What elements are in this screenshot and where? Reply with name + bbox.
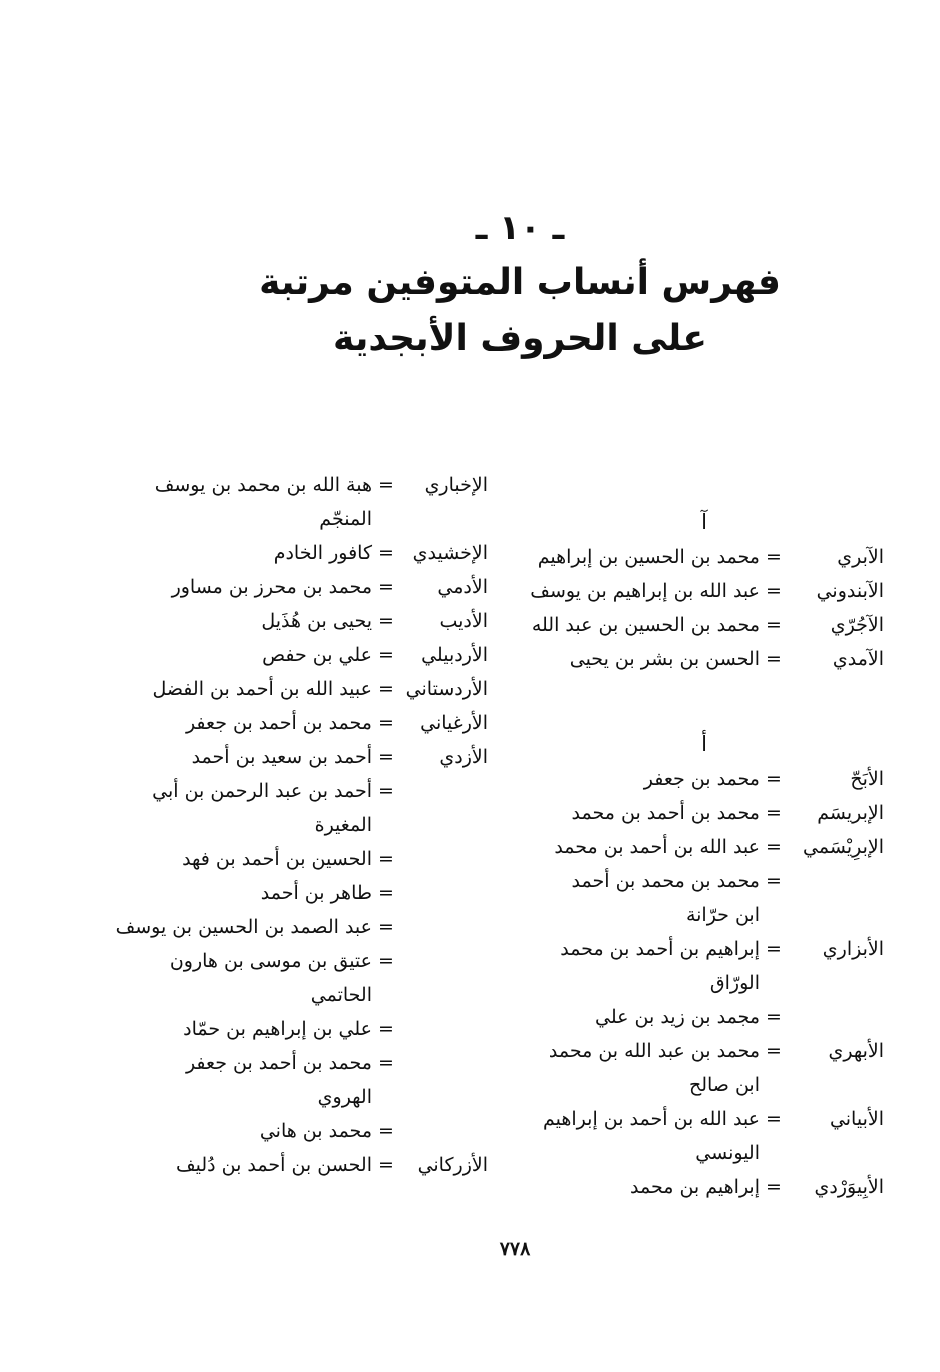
- equals-sign: =: [378, 882, 394, 904]
- equals-sign: =: [378, 780, 394, 802]
- nisba: الإبرِيْسَمي: [803, 836, 884, 858]
- index-entry: [128, 706, 488, 740]
- equals-sign: =: [378, 712, 394, 734]
- index-entry: [128, 672, 488, 706]
- nisba: الآمدي: [832, 648, 884, 670]
- index-entry: [128, 944, 488, 978]
- index-entry: [128, 638, 488, 672]
- index-entry: [115, 910, 488, 944]
- person-name: محمد بن عبد الله بن محمد: [548, 1040, 760, 1062]
- page-number: ٧٧٨: [499, 1238, 531, 1260]
- nisba: الإبريسَم: [817, 802, 884, 824]
- person-name: الحسين بن أحمد بن فهد: [182, 848, 372, 870]
- index-entry: [484, 642, 884, 676]
- person-name: إبراهيم بن محمد: [630, 1176, 760, 1198]
- name-continuation: اليونسي: [695, 1142, 760, 1164]
- equals-sign: =: [378, 746, 394, 768]
- index-entry: [484, 608, 884, 642]
- index-entry: [128, 1148, 488, 1182]
- name-continuation: الورّاق: [709, 972, 760, 994]
- index-entry: [128, 876, 488, 910]
- nisba: الأبياني: [829, 1108, 884, 1130]
- equals-sign: =: [378, 644, 394, 666]
- person-name: يحيى بن هُذَيل: [261, 610, 372, 632]
- name-continuation: ابن حرّانة: [685, 904, 760, 926]
- equals-sign: =: [766, 836, 782, 858]
- person-name: إبراهيم بن أحمد بن محمد: [560, 938, 760, 960]
- name-continuation: المغيرة: [314, 814, 372, 836]
- person-name: عبيد الله بن أحمد بن الفضل: [152, 678, 372, 700]
- equals-sign: =: [378, 950, 394, 972]
- person-name: عبد الله بن أحمد بن إبراهيم: [543, 1108, 760, 1130]
- index-title-line-2: على الحروف الأبجدية: [333, 318, 707, 359]
- equals-sign: =: [766, 1040, 782, 1062]
- index-entry: [128, 468, 488, 502]
- index-entry: [484, 762, 884, 796]
- index-entry: [484, 830, 884, 864]
- person-name: محمد بن أحمد بن محمد: [571, 802, 760, 824]
- nisba: الأزركاني: [417, 1154, 488, 1176]
- equals-sign: =: [766, 614, 782, 636]
- person-name: محمد بن جعفر: [643, 768, 760, 790]
- person-name: علي بن إبراهيم بن حمّاد: [183, 1018, 372, 1040]
- person-name: الحسن بن أحمد بن دُليف: [175, 1154, 372, 1176]
- nisba: الإخباري: [424, 474, 488, 496]
- name-continuation: المنجّم: [319, 508, 372, 530]
- index-entry: [128, 842, 488, 876]
- person-name: أحمد بن سعيد بن أحمد: [191, 746, 372, 768]
- person-name: محمد بن هاني: [259, 1120, 372, 1142]
- index-entry: [128, 740, 488, 774]
- equals-sign: =: [378, 1052, 394, 1074]
- person-name: طاهر بن أحمد: [260, 882, 372, 904]
- equals-sign: =: [378, 678, 394, 700]
- equals-sign: =: [378, 1120, 394, 1142]
- person-name: محمد بن الحسين بن إبراهيم: [537, 546, 760, 568]
- person-name: محمد بن أحمد بن جعفر: [185, 712, 372, 734]
- index-entry: [128, 1046, 488, 1080]
- equals-sign: =: [378, 542, 394, 564]
- person-name: مجمد بن زيد بن علي: [595, 1006, 760, 1028]
- person-name: عبد الله بن أحمد بن محمد: [554, 836, 760, 858]
- section-entries: [484, 762, 884, 1204]
- equals-sign: =: [766, 1006, 782, 1028]
- index-entry: [484, 1102, 884, 1136]
- index-entry: [128, 570, 488, 604]
- equals-sign: =: [766, 648, 782, 670]
- nisba: الأديب: [439, 610, 488, 632]
- person-name: علي بن حفص: [262, 644, 372, 666]
- index-entry: [128, 1114, 488, 1148]
- index-entry: [484, 932, 884, 966]
- nisba: الآبري: [837, 546, 884, 568]
- person-name: محمد بن محمد بن أحمد: [571, 870, 760, 892]
- nisba: الأرغياني: [420, 712, 488, 734]
- equals-sign: =: [378, 474, 394, 496]
- section-letter: آ: [701, 510, 707, 534]
- index-entry: [484, 1034, 884, 1068]
- equals-sign: =: [766, 768, 782, 790]
- index-entry: [484, 796, 884, 830]
- index-entry: [128, 774, 488, 808]
- index-entry: [484, 864, 884, 898]
- name-continuation: الحاتمي: [310, 984, 372, 1006]
- equals-sign: =: [766, 802, 782, 824]
- chapter-number: ـ ١٠ ـ: [475, 208, 565, 248]
- nisba: الآبندوني: [816, 580, 884, 602]
- equals-sign: =: [378, 1018, 394, 1040]
- nisba: الأزدي: [439, 746, 488, 768]
- person-name: محمد بن الحسين بن عبد الله: [531, 614, 760, 636]
- nisba: الآجُرّي: [830, 614, 884, 636]
- index-entry: [484, 1000, 884, 1034]
- equals-sign: =: [378, 1154, 394, 1176]
- index-entry: [128, 1012, 488, 1046]
- equals-sign: =: [378, 576, 394, 598]
- equals-sign: =: [766, 546, 782, 568]
- equals-sign: =: [766, 580, 782, 602]
- index-entry: [128, 604, 488, 638]
- equals-sign: =: [766, 1108, 782, 1130]
- person-name: محمد بن محرز بن مساور: [171, 576, 372, 598]
- index-entry: [484, 540, 884, 574]
- section-entries: [484, 540, 884, 676]
- name-continuation: ابن صالح: [688, 1074, 760, 1096]
- left-column: [115, 468, 488, 1182]
- nisba: الأبَحّ: [850, 768, 884, 790]
- nisba: الأردستاني: [405, 678, 488, 700]
- equals-sign: =: [766, 870, 782, 892]
- person-name: عبد الله بن إبراهيم بن يوسف: [530, 580, 760, 602]
- equals-sign: =: [378, 848, 394, 870]
- right-column: [484, 468, 884, 1204]
- equals-sign: =: [378, 610, 394, 632]
- index-entry: [128, 536, 488, 570]
- nisba: الأردبيلي: [421, 644, 488, 666]
- person-name: أحمد بن عبد الرحمن بن أبي: [152, 780, 372, 802]
- person-name: عبد الصمد بن الحسين بن يوسف: [115, 916, 372, 938]
- person-name: كافور الخادم: [273, 542, 372, 564]
- nisba: الأبِيوَرْدي: [814, 1176, 884, 1198]
- person-name: الحسن بن بشر بن يحيى: [569, 648, 760, 670]
- equals-sign: =: [766, 1176, 782, 1198]
- person-name: محمد بن أحمد بن جعفر: [185, 1052, 372, 1074]
- nisba: الأبهري: [828, 1040, 884, 1062]
- name-continuation: الهروي: [317, 1086, 372, 1108]
- person-name: عتيق بن موسى بن هارون: [169, 950, 372, 972]
- section-letter: أ: [701, 732, 707, 756]
- person-name: هبة الله بن محمد بن يوسف: [154, 474, 372, 496]
- index-entry: [484, 574, 884, 608]
- nisba: الإخشيدي: [412, 542, 488, 564]
- nisba: الأدمي: [437, 576, 488, 598]
- nisba: الأبزاري: [822, 938, 884, 960]
- index-entry: [484, 1170, 884, 1204]
- index-title-line-1: فهرس أنساب المتوفين مرتبة: [259, 262, 781, 303]
- equals-sign: =: [378, 916, 394, 938]
- equals-sign: =: [766, 938, 782, 960]
